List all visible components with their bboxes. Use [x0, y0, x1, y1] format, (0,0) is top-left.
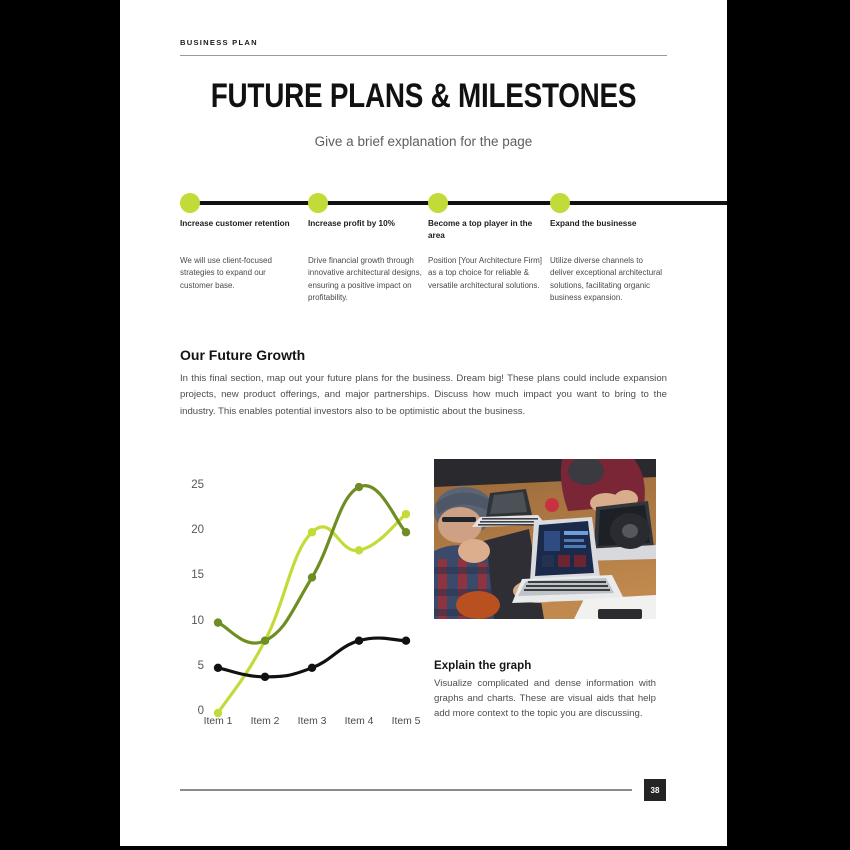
future-growth-line-chart — [178, 455, 421, 745]
milestone-heading: Expand the businesse — [550, 219, 637, 228]
milestone-dot-icon — [180, 193, 200, 213]
chart-canvas — [178, 455, 418, 745]
milestone-dot-icon — [428, 193, 448, 213]
milestone-description: We will use client-focused strategies to expand our customer base. — [180, 256, 272, 290]
chart-data-point — [214, 664, 222, 672]
page-subtitle: Give a brief explanation for the page — [314, 134, 533, 149]
chart-x-axis-tick: Item 3 — [297, 716, 327, 727]
chart-x-axis-tick: Item 2 — [250, 716, 280, 727]
milestone-description: Utilize diverse channels to deliver exceptional architectural solutions, facilitating organic business expansion. — [550, 256, 663, 303]
chart-y-axis-tick: 15 — [191, 569, 204, 582]
chart-data-point — [308, 664, 316, 672]
explain-graph-heading: Explain the graph — [434, 659, 532, 672]
timeline-axis-line — [182, 201, 727, 205]
document-page — [120, 0, 727, 846]
page-frame-right — [727, 0, 850, 850]
chart-x-axis-tick: Item 4 — [344, 716, 374, 727]
chart-line-series-2 — [218, 486, 406, 643]
milestone-heading: Increase profit by 10% — [308, 219, 395, 228]
document-eyebrow-label: BUSINESS PLAN — [180, 38, 258, 47]
chart-data-point — [402, 528, 410, 536]
chart-y-axis-tick: 20 — [191, 524, 204, 537]
chart-y-axis-tick: 0 — [197, 705, 204, 717]
chart-data-point — [355, 636, 363, 644]
milestone-description: Position [Your Architecture Firm] as a top choice for reliable & versatile architectural solutions. — [428, 256, 542, 290]
chart-data-point — [214, 618, 222, 626]
chart-data-point — [402, 510, 410, 518]
milestone-dot-icon — [308, 193, 328, 213]
section-paragraph: In this final section, map out your future plans for the business. Dream big! These plans could include expansion projects, new product offerings, and major partnerships. Discuss how much impact you want to bring to the industry. This enables potential investors also to be optimistic about the business. — [180, 373, 667, 417]
team-meeting-photo — [434, 459, 656, 619]
chart-x-axis-tick: Item 5 — [391, 716, 421, 727]
footer-divider — [180, 789, 632, 791]
milestone-timeline — [120, 185, 727, 335]
chart-y-axis-tick: 25 — [191, 479, 204, 492]
milestone-description: Drive financial growth through innovative architectural designs, ensuring a positive impact on profitability. — [308, 256, 422, 303]
chart-data-point — [261, 673, 269, 681]
header-divider — [180, 55, 667, 56]
explain-graph-paragraph: Visualize complicated and dense information with graphs and charts. These are visual aids that help add more context to the topic you are discussing. — [434, 678, 656, 720]
chart-data-point — [308, 528, 316, 536]
page-frame-bottom — [0, 846, 850, 850]
milestone-heading: Become a top player in the area — [428, 219, 533, 240]
chart-data-point — [355, 546, 363, 554]
chart-data-point — [355, 483, 363, 491]
chart-line-series-1 — [218, 514, 406, 713]
section-heading: Our Future Growth — [180, 347, 306, 363]
page-frame-left-lower — [0, 441, 121, 850]
chart-y-axis-tick: 10 — [191, 614, 204, 627]
chart-y-axis-tick: 5 — [197, 659, 204, 672]
milestone-dot-icon — [550, 193, 570, 213]
milestone-heading: Increase customer retention — [180, 219, 290, 228]
chart-data-point — [308, 573, 316, 581]
page-number-badge: 38 — [644, 779, 666, 801]
chart-data-point — [261, 636, 269, 644]
chart-data-point — [402, 636, 410, 644]
page-title: FUTURE PLANS & MILESTONES — [210, 77, 637, 115]
chart-x-axis-tick: Item 1 — [203, 716, 233, 727]
